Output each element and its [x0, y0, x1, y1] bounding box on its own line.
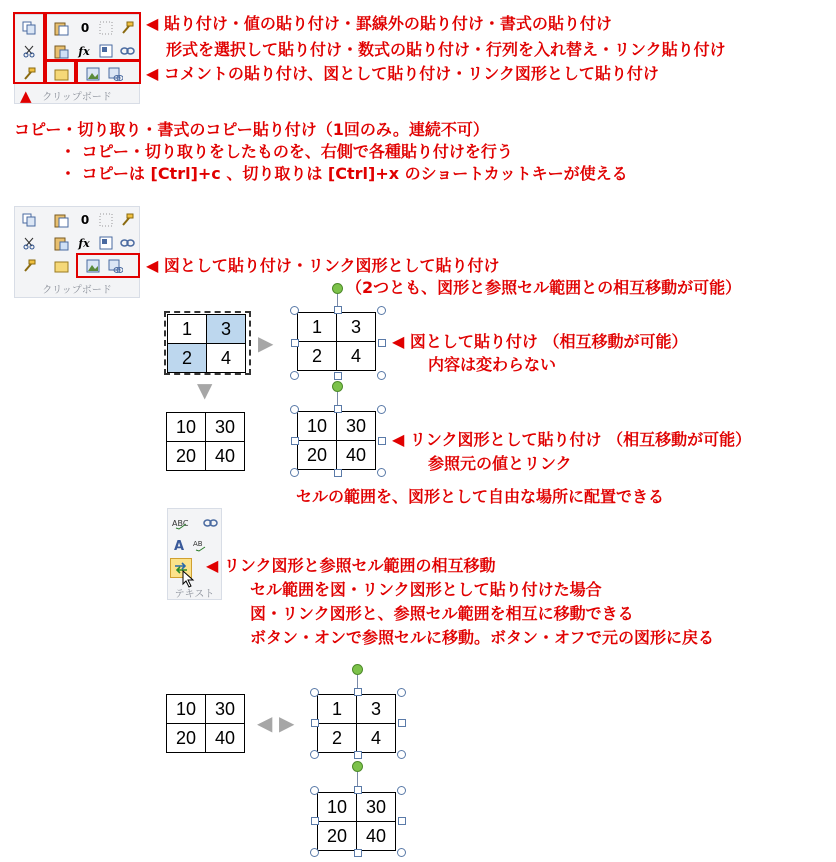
resize-handle[interactable]: [397, 750, 406, 759]
note-copy-bullet2: ・ コピーは [Ctrl]+c 、切り取りは [Ctrl]+x のショートカットキーが使える: [60, 164, 628, 183]
svg-text:A: A: [174, 539, 185, 552]
resize-handle[interactable]: [334, 405, 342, 413]
paste-values-icon[interactable]: 0: [80, 213, 90, 227]
highlight-paste-row1: [45, 12, 141, 61]
resize-handle[interactable]: [290, 371, 299, 380]
resize-handle[interactable]: [290, 468, 299, 477]
resize-handle[interactable]: [397, 848, 406, 857]
note-toggle-line2: セル範囲を図・リンク図形として貼り付けた場合: [250, 580, 602, 599]
resize-handle[interactable]: [377, 371, 386, 380]
resize-handle[interactable]: [334, 469, 342, 477]
note-linked-title: ◀ リンク図形として貼り付け （相互移動が可能）: [392, 430, 752, 449]
rotate-handle[interactable]: [352, 761, 363, 772]
svg-text:ABC: ABC: [172, 519, 189, 528]
resize-handle[interactable]: [334, 306, 342, 314]
note-picture-title: ◀ 図として貼り付け （相互移動が可能）: [392, 332, 688, 351]
ribbon-group-label: クリップボード: [42, 92, 112, 103]
ribbon-group-label: クリップボード: [42, 285, 112, 296]
resize-handle[interactable]: [290, 306, 299, 315]
text-style-icon[interactable]: [172, 537, 188, 553]
cell[interactable]: 40: [206, 724, 245, 753]
note-summary: セルの範囲を、図形として自由な場所に配置できる: [296, 487, 665, 506]
cell: 10: [298, 412, 337, 441]
cell: 4: [337, 342, 376, 371]
cell: 3: [357, 695, 396, 724]
rotate-connector: [357, 770, 358, 787]
resize-handle[interactable]: [311, 719, 319, 727]
rotate-handle[interactable]: [332, 381, 343, 392]
resize-handle[interactable]: [397, 786, 406, 795]
arrow-right-icon: ▶: [279, 711, 295, 735]
resize-handle[interactable]: [291, 437, 299, 445]
pasted-linked-picture[interactable]: [297, 411, 376, 470]
note-copy-title: コピー・切り取り・書式のコピー貼り付け（1回のみ。連続不可）: [14, 120, 489, 139]
note-linked-sub: 参照元の値とリンク: [428, 454, 572, 473]
pasted-picture-2[interactable]: [317, 694, 396, 753]
cell: 30: [337, 412, 376, 441]
resize-handle[interactable]: [377, 405, 386, 414]
pasted-linked-picture-2[interactable]: [317, 792, 396, 851]
cell: 10: [318, 793, 357, 822]
note-picture-paste-sub: （2つとも、図形と参照セル範囲との相互移動が可能）: [346, 278, 742, 297]
resize-handle[interactable]: [334, 372, 342, 380]
note-toggle-line4: ボタン・オンで参照セルに移動。ボタン・オフで元の図形に戻る: [250, 628, 715, 647]
cell: 1: [298, 313, 337, 342]
cell[interactable]: 10: [167, 695, 206, 724]
resize-handle[interactable]: [354, 786, 362, 794]
reference-cell-range[interactable]: [166, 412, 245, 471]
cell[interactable]: 40: [206, 442, 245, 471]
cell: 3: [337, 313, 376, 342]
cell: 20: [298, 441, 337, 470]
arrow-right-icon: ▶: [258, 331, 274, 355]
cell: 20: [318, 822, 357, 851]
format-painter-icon[interactable]: [21, 258, 37, 274]
spelling-icon[interactable]: [172, 515, 192, 531]
highlight-picture-paste: [76, 253, 140, 278]
cell[interactable]: 4: [207, 344, 246, 373]
cell[interactable]: 10: [167, 413, 206, 442]
svg-text:AB: AB: [193, 540, 203, 548]
cell[interactable]: 30: [206, 413, 245, 442]
note-paste-row2: 形式を選択して貼り付け・数式の貼り付け・行列を入れ替え・リンク貼り付け: [166, 40, 726, 59]
link-icon[interactable]: [202, 515, 218, 531]
cell: 1: [318, 695, 357, 724]
resize-handle[interactable]: [377, 468, 386, 477]
paste-formula-icon[interactable]: fx: [78, 236, 90, 250]
cell[interactable]: 1: [168, 315, 207, 344]
cell: 2: [298, 342, 337, 371]
arrow-up-icon: ▲: [20, 87, 32, 105]
cell: 4: [357, 724, 396, 753]
cell: 40: [337, 441, 376, 470]
ribbon-group-label: テキスト: [174, 589, 215, 600]
paste-values-icon[interactable]: 0: [80, 21, 90, 35]
note-copy-bullet1: ・ コピー・切り取りをしたものを、右側で各種貼り付けを行う: [60, 142, 513, 161]
text-ribbon-group: [167, 508, 222, 600]
resize-handle[interactable]: [398, 817, 406, 825]
paste-formula-icon[interactable]: fx: [78, 44, 90, 58]
resize-handle[interactable]: [290, 405, 299, 414]
highlight-copy-column: [13, 12, 45, 84]
resize-handle[interactable]: [310, 688, 319, 697]
resize-handle[interactable]: [354, 688, 362, 696]
resize-handle[interactable]: [398, 719, 406, 727]
resize-handle[interactable]: [311, 817, 319, 825]
arrow-down-icon: ▼: [197, 378, 213, 402]
highlight-paste-row3: [76, 60, 141, 84]
cell: 2: [318, 724, 357, 753]
paste-icon[interactable]: [53, 212, 69, 228]
note-picture-sub: 内容は変わらない: [428, 355, 557, 374]
copy-icon[interactable]: [21, 212, 37, 228]
transpose-icon[interactable]: [98, 235, 114, 251]
cut-icon[interactable]: [21, 235, 37, 251]
paste-special-icon[interactable]: [53, 235, 69, 251]
reference-cell-range-2[interactable]: [166, 694, 245, 753]
resize-handle[interactable]: [310, 750, 319, 759]
paste-formatting-icon[interactable]: [119, 212, 135, 228]
cell[interactable]: 2: [168, 344, 207, 373]
cell: 40: [357, 822, 396, 851]
no-borders-icon[interactable]: [98, 212, 114, 228]
resize-handle[interactable]: [354, 849, 362, 857]
note-paste-row1: ◀ 貼り付け・値の貼り付け・罫線外の貼り付け・書式の貼り付け: [146, 14, 612, 33]
note-picture-paste: ◀ 図として貼り付け・リンク図形として貼り付け: [146, 256, 500, 275]
note-toggle-line3: 図・リンク図形と、参照セル範囲を相互に移動できる: [250, 604, 634, 623]
resize-handle[interactable]: [377, 306, 386, 315]
resize-handle[interactable]: [310, 786, 319, 795]
arrow-left-icon: ◀: [257, 711, 273, 735]
resize-handle[interactable]: [378, 437, 386, 445]
resize-handle[interactable]: [354, 751, 362, 759]
highlight-paste-row2: [45, 60, 76, 84]
note-toggle-title: ◀ リンク図形と参照セル範囲の相互移動: [206, 556, 496, 575]
cell: 30: [357, 793, 396, 822]
autocorrect-icon[interactable]: [192, 537, 208, 553]
pasted-picture[interactable]: [297, 312, 376, 371]
cell[interactable]: 20: [167, 442, 206, 471]
rotate-handle[interactable]: [352, 664, 363, 675]
resize-handle[interactable]: [291, 339, 299, 347]
paste-link-icon[interactable]: [119, 235, 135, 251]
clipboard-ribbon-group-2: [14, 206, 140, 298]
cell[interactable]: 3: [207, 315, 246, 344]
paste-comments-icon[interactable]: [53, 258, 69, 274]
source-cell-range[interactable]: [167, 314, 246, 373]
resize-handle[interactable]: [310, 848, 319, 857]
rotate-handle[interactable]: [332, 283, 343, 294]
cell[interactable]: 30: [206, 695, 245, 724]
note-paste-row3: ◀ コメントの貼り付け、図として貼り付け・リンク図形として貼り付け: [146, 64, 659, 83]
resize-handle[interactable]: [397, 688, 406, 697]
resize-handle[interactable]: [378, 339, 386, 347]
cell[interactable]: 20: [167, 724, 206, 753]
